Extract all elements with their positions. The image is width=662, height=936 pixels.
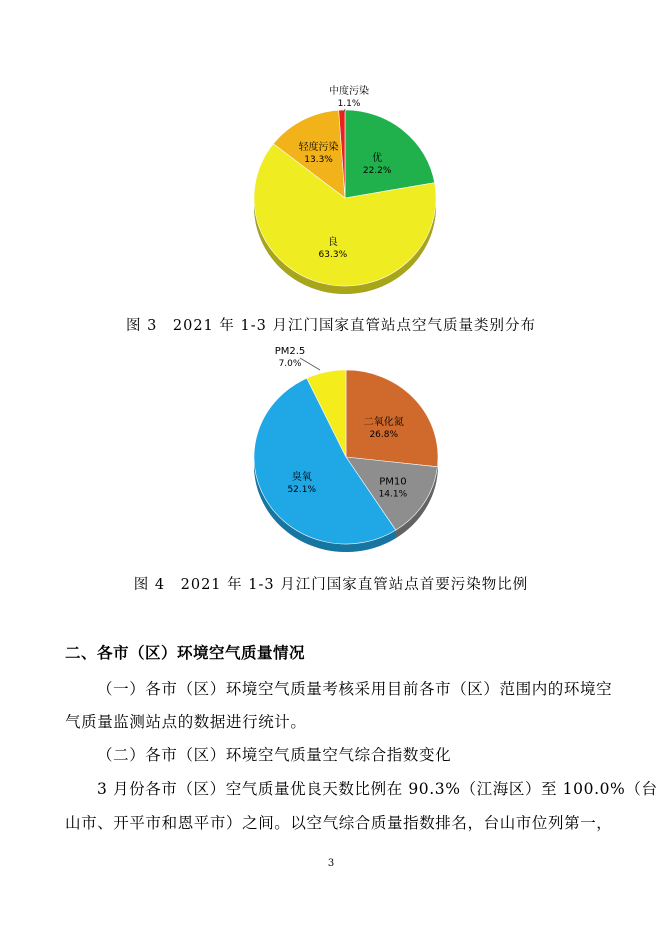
pie-label-3: 中度污染 [329,86,369,97]
paragraph-2-line-1: 3 月份各市（区）空气质量优良天数比例在 90.3%（江海区）至 100.0%（台 [97,780,658,798]
page-number: 3 [327,858,335,869]
pie-chart-air-quality-category [0,0,662,310]
pie-label-0: 二氧化氮 [363,417,404,429]
pie-pct-label-1: 63.3% [318,249,348,260]
pie-pct-label-2: 52.1% [287,485,317,496]
section-heading: 二、各市（区）环境空气质量情况 [65,644,306,662]
subheading-2: （二）各市（区）环境空气质量空气综合指数变化 [97,746,452,764]
pie-label-2: 臭氧 [291,472,312,484]
paragraph-1-line-1: （一）各市（区）环境空气质量考核采用目前各市（区）范围内的环境空 [97,680,613,698]
paragraph-1-line-2: 气质量监测站点的数据进行统计。 [65,713,307,731]
pie-label-2: 轻度污染 [298,141,339,153]
pie-label-1: PM10 [379,476,407,488]
pie-pct-label-1: 14.1% [378,489,408,500]
pie-pct-label-3: 1.1% [337,99,361,109]
paragraph-2-line-2: 山市、开平市和恩平市）之间。以空气综合质量指数排名，台山市位列第一， [65,814,613,832]
pie-label-1: 良 [327,236,338,248]
pie-leader-line-3 [300,358,320,370]
pie-pct-label-0: 22.2% [362,165,392,176]
pie-label-0: 优 [372,152,383,164]
figure-4-caption: 图 4 2021 年 1-3 月江门国家直管站点首要污染物比例 [133,577,529,593]
pie-label-3: PM2.5 [274,346,306,357]
pie-pct-label-0: 26.8% [369,430,399,441]
pie-chart-primary-pollutant [0,340,662,555]
figure-3-caption: 图 3 2021 年 1-3 月江门国家直管站点空气质量类别分布 [126,318,536,334]
pie-pct-label-2: 13.3% [304,154,333,165]
pie-pct-label-3: 7.0% [278,359,302,369]
